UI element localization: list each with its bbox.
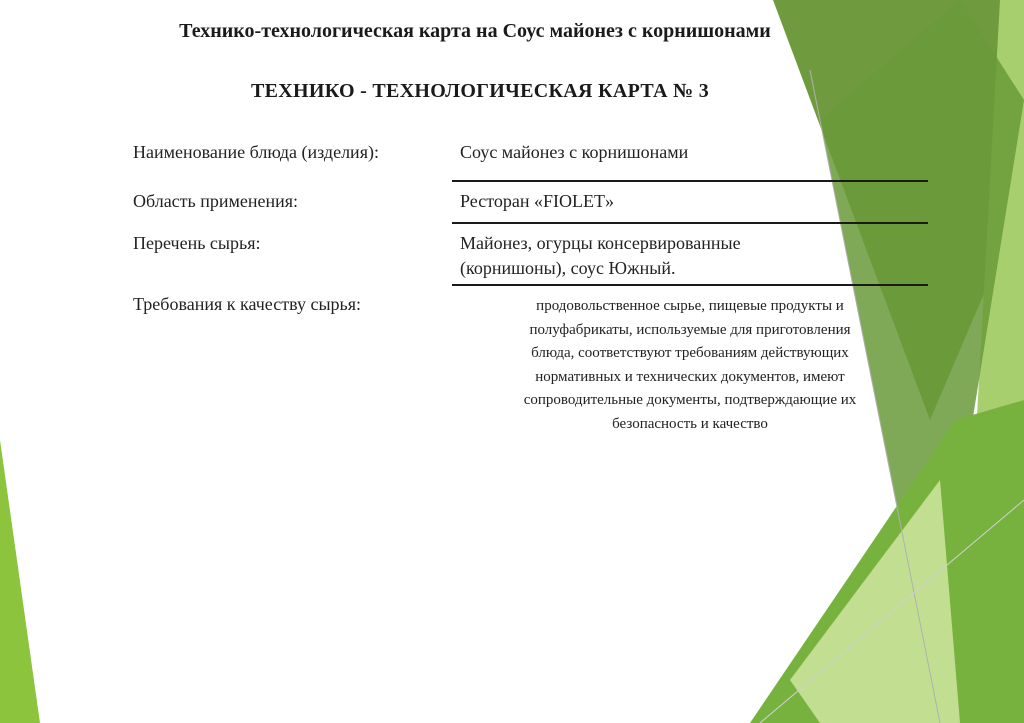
dish-name-label: Наименование блюда (изделия): bbox=[133, 142, 379, 162]
quality-requirements-value bbox=[455, 295, 925, 436]
ingredients-line: (корнишоны), соус Южный. bbox=[460, 258, 676, 278]
ingredients-line: Майонез, огурцы консервированные bbox=[460, 233, 741, 253]
application-area-value: Ресторан «FIOLET» bbox=[460, 191, 614, 211]
divider bbox=[452, 284, 928, 286]
card-number-heading: ТЕХНИКО - ТЕХНОЛОГИЧЕСКАЯ КАРТА № 3 bbox=[250, 80, 710, 102]
application-area-label: Область применения: bbox=[133, 191, 299, 211]
requirements-line: продовольственное сырье, пищевые продукты и bbox=[536, 298, 844, 314]
green-shape-left bbox=[0, 440, 40, 723]
ingredients-value bbox=[460, 231, 741, 281]
requirements-line: нормативных и технических документов, имеют bbox=[535, 368, 845, 385]
requirements-line: полуфабрикаты, используемые для приготовления bbox=[529, 321, 851, 338]
quality-requirements-label: Требования к качеству сырья: bbox=[133, 294, 362, 314]
page-title: Технико-технологическая карта на Соус майонез с корнишонами bbox=[179, 20, 771, 42]
requirements-line: сопроводительные документы, подтверждающие их bbox=[523, 392, 857, 408]
green-shape-bottom-pale bbox=[790, 480, 960, 723]
divider bbox=[452, 222, 928, 224]
requirements-line: безопасность и качество bbox=[612, 415, 768, 432]
divider bbox=[452, 180, 928, 182]
ingredients-label: Перечень сырья: bbox=[133, 233, 261, 253]
requirements-line: блюда, соответствуют требованиям действующих bbox=[531, 345, 849, 361]
dish-name-value: Соус майонез с корнишонами bbox=[460, 142, 689, 162]
